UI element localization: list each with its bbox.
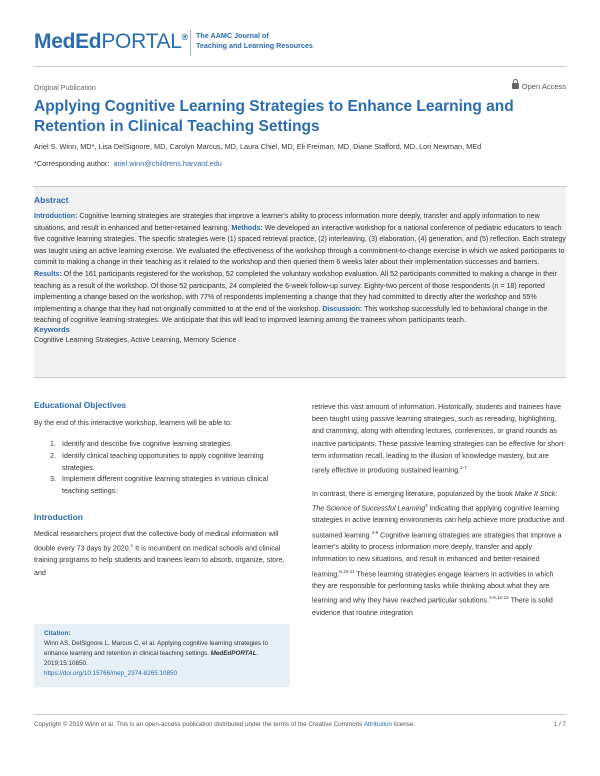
logo-wordmark: MedEdPORTAL® bbox=[34, 30, 188, 53]
corresponding-author: *Corresponding author: ariel.winn@childrens.harvard.edu bbox=[34, 159, 222, 168]
educational-objectives-heading: Educational Objectives bbox=[34, 400, 127, 410]
list-item: 3. Implement different cognitive learning strategies in various clinical teaching settings. bbox=[50, 475, 269, 496]
logo-subtitle: The AAMC Journal of Teaching and Learning Resources bbox=[196, 31, 313, 50]
lock-icon bbox=[512, 83, 519, 89]
citation-text: Winn AS, DelSignore L, Marcus C, et al. Applying cognitive learning strategies to enhance learning and retention in clinical teaching settings. MedEdPORTAL. 2019;15:10850. https://doi.org/10.15766/mep_2374-8265.10850 bbox=[44, 640, 269, 677]
body-paragraph: In contrast, there is emerging literature, popularized by the book Make It Stick: The Science of Successful Learning$^4$ indicating that applying cognitive learning strategies in active learning environments can help achieve more productive and sustained learning.$^{4-9}$ Cognitive learning strategies are strategies that improve a learner's ability to process information more deeply, transfer and apply information to new situations, and result in enhanced and better-retained learning.$^{6,10-11}$ These learning strategies engage learners in activities in which they are responsible for performing tasks while thinking about what they are learning and why they have reached particular solutions.$^{4-6,12-14}$ There is solid evidence that routine integration bbox=[312, 489, 565, 617]
body-paragraph: retrieve this vast amount of information. Historically, students and trainees have been taught using passive learning strategies, such as rereading, highlighting, and cramming, along with attending lectures, conferences, or grand rounds as inactive participants. These passive learning strategies can be effective for short-term information recall, leading to the illusion of knowledge mastery, but are rarely effective in producing sustained learning.$^{2-7}$ bbox=[312, 403, 566, 475]
abstract-text: Introduction: Cognitive learning strategies are strategies that improve a learner's ability to process information more deeply, transfer and apply information to new situations, and result in enhanced and better-retained learning. Methods: We developed an interactive workshop for a national conference of pediatric educators to teach five cognitive learning strategies. The specific strategies were (1) spaced retrieval practice, (2) interleaving, (3) elaboration, (4) generation, and (5) reflection. Each strategy was taught using an active learning exercise. We evaluated the effectiveness of the workshop through a commitment-to-change exercise in which we asked participants to commit to making a change in their teaching as it related to the workshop and then queried them 6 weeks later about their implementation successes and barriers. Results: Of the 161 participants registered for the workshop, 52 completed the voluntary workshop evaluation. All 52 participants committed to making a change in their teaching as a result of the workshop. Of those 52 participants, 24 completed the 6-week follow-up survey. Eighty-two percent of those respondents (n = 18) reported implementing a change based on the workshop, with 77% of respondents implementing a change that they had committed to directly after the workshop and 55% implementing a change that they had not originally committed to at the end of the workshop. Discussion: This workshop successfully led to behavioral change in the teaching of cognitive learning strategies. We anticipate that this will lead to improved learning among the trainees whom participants teach. bbox=[34, 213, 566, 325]
journal-logo[interactable] bbox=[34, 30, 313, 56]
introduction-heading: Introduction bbox=[34, 511, 83, 522]
objectives-list bbox=[34, 439, 290, 498]
doi-link[interactable]: https://doi.org/10.15766/mep_2374-8265.10850 bbox=[44, 670, 178, 677]
list-item: 1. Identify and describe five cognitive learning strategies. bbox=[50, 440, 233, 449]
footer-divider bbox=[34, 714, 566, 715]
abstract-heading: Abstract bbox=[34, 195, 69, 205]
objectives-lead: By the end of this interactive workshop, learners will be able to: bbox=[34, 419, 232, 427]
corresponding-email-link[interactable]: ariel.winn@childrens.harvard.edu bbox=[113, 159, 222, 168]
author-list: Ariel S. Winn, MD*, Lisa DelSignore, MD, Carolyn Marcus, MD, Laura Chiel, MD, Eli Freiman, MD, Diane Stafford, MD, Lori Newman, MEd bbox=[34, 142, 482, 151]
article-title: Applying Cognitive Learning Strategies to Enhance Learning and Retention in Clinical Teaching Settings bbox=[34, 98, 514, 135]
logo-divider bbox=[190, 30, 191, 56]
copyright-notice: Copyright © 2019 Winn et al. This is an open-access publication distributed under the terms of the Creative Commons Attribution license. bbox=[34, 721, 416, 728]
open-access-badge: Open Access bbox=[512, 82, 566, 91]
keywords-heading: Keywords bbox=[34, 325, 70, 334]
citation-box bbox=[34, 624, 290, 687]
list-item: 2. Identify clinical teaching opportunities to apply cognitive learning strategies. bbox=[50, 451, 264, 472]
header-divider bbox=[34, 66, 566, 67]
article-category: Original Publication bbox=[34, 83, 96, 92]
introduction-paragraph: Medical researchers project that the collective body of medical information will double every 73 days by 2020.$^1$ It is incumbent on medical schools and clinical training programs to help students and trainees learn to absorb, organize, store, and bbox=[34, 529, 285, 577]
citation-heading: Citation: bbox=[44, 630, 71, 637]
keywords-list: Cognitive Learning Strategies, Active Learning, Memory Science bbox=[34, 336, 237, 344]
attribution-link[interactable]: Attribution bbox=[363, 721, 393, 728]
page-number: 1 / 7 bbox=[553, 721, 566, 728]
left-column bbox=[34, 400, 290, 579]
right-column bbox=[312, 401, 566, 619]
